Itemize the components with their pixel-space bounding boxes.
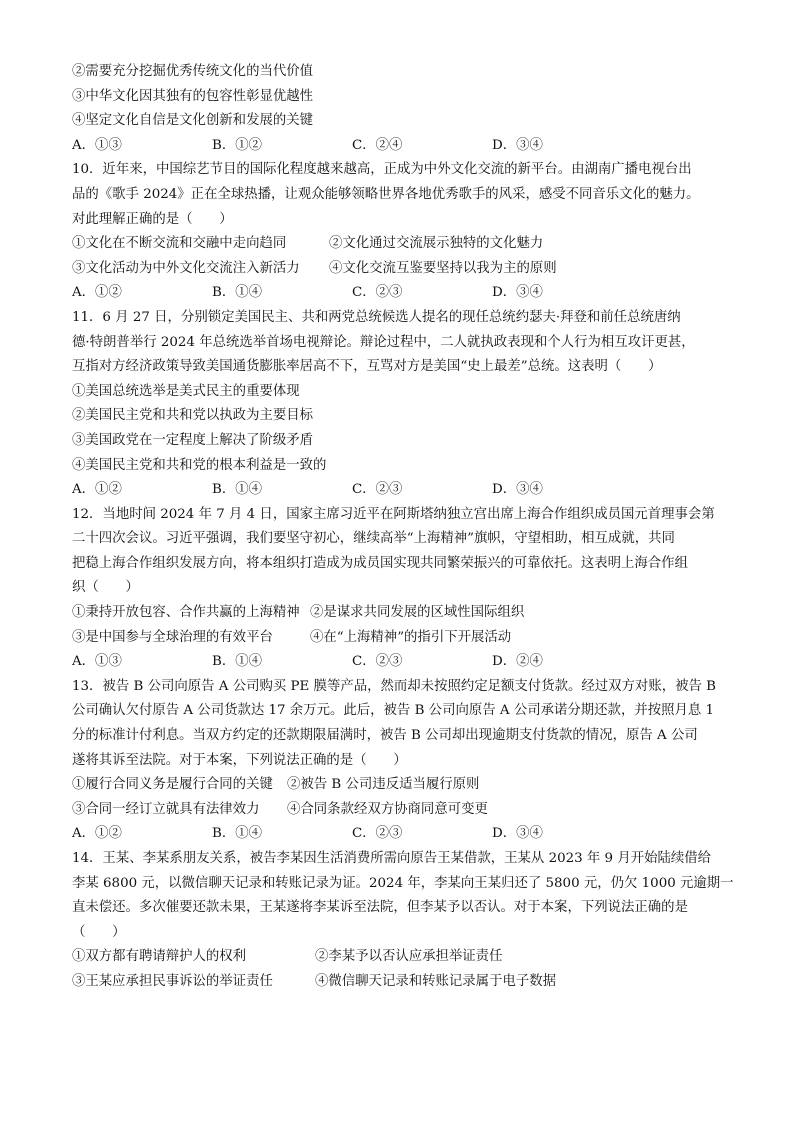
choice-b: B．①② [212, 137, 263, 153]
question-stem-line: 14．王某、李某系朋友关系，被告李某因生活消费所需向原告王某借款，王某从 2023 年 9 月开始陆续借给 [72, 851, 712, 866]
option-pair [72, 232, 732, 257]
choice-d: D．②④ [492, 654, 543, 670]
option-item: ②李某予以否认应承担举证责任 [315, 949, 503, 965]
question-stem-line: 直未偿还。多次催要还款未果，王某遂将李某诉至法院，但李某予以否认。对于本案，下列说法正确的是 [72, 900, 688, 916]
choice-a: A．①③ [72, 137, 122, 153]
option-item: ②被告 B 公司违反适当履行原则 [287, 777, 480, 793]
option-item: ③王某应承担民事诉讼的举证责任 [72, 973, 273, 989]
option-item: ③文化活动为中外文化交流注入新活力 [72, 260, 300, 276]
option-pair [72, 945, 732, 970]
question-stem-line: 李某 6800 元，以微信聊天记录和转账记录为证。2024 年，李某向王某归还了 5800 元，仍欠 1000 元逾期一 [72, 875, 734, 891]
option-pair [72, 970, 732, 995]
answer-choices [72, 281, 732, 306]
choice-a: A．①② [72, 482, 122, 498]
question-stem-line: 10．近年来，中国综艺节目的国际化程度越来越高，正成为中外文化交流的新平台。由湖南广播电视台出 [72, 162, 692, 178]
answer-choices [72, 822, 732, 847]
question-stem-line: 公司确认欠付原告 A 公司货款达 17 余万元。此后，被告 B 公司向原告 A 公司承诺分期还款，并按照月息 1 [72, 703, 715, 719]
answer-choices [72, 134, 732, 159]
choice-c: C．②③ [352, 654, 403, 670]
choice-d: D．③④ [492, 826, 543, 842]
choice-b: B．①④ [212, 826, 263, 842]
question-stem-line: 遂将其诉至法院。对于本案，下列说法正确的是（ ） [72, 752, 407, 768]
question-stem-line: 把稳上海合作组织发展方向，将本组织打造成为成员国实现共同繁荣振兴的可靠依托。这表明上海合作组 [72, 555, 688, 571]
question-stem-line: 二十四次会议。习近平强调，我们要坚守初心，继续高举“上海精神”旗帜，守望相助，相互成就，共同 [72, 531, 675, 547]
question-stem-line: 品的《歌手 2024》正在全球热播，让观众能够领略世界各地优秀歌手的风采，感受不同音乐文化的魅力。 [72, 186, 700, 202]
question-stem-line: 对此理解正确的是（ ） [72, 211, 233, 227]
choice-c: C．②③ [352, 482, 403, 498]
option-item: ④在“上海精神”的指引下开展活动 [310, 629, 512, 645]
option-item: ①履行合同义务是履行合同的关键 [72, 777, 273, 793]
choice-d: D．③④ [492, 285, 543, 301]
question-stem-line: 12．当地时间 2024 年 7 月 4 日，国家主席习近平在阿斯塔纳独立宫出席上海合作组织成员国元首理事会第 [72, 506, 715, 522]
question-stem-line: （ ） [72, 924, 126, 940]
question-stem-line: 互指对方经济政策导致美国通货膨胀率居高不下，互骂对方是美国“史上最差”总统。这表明（ ） [72, 359, 662, 375]
question-10 [72, 158, 732, 306]
option-item: ④合同条款经双方协商同意可变更 [287, 801, 488, 817]
choice-d: D．③④ [492, 482, 543, 498]
option-item: ③美国政党在一定程度上解决了阶级矛盾 [72, 432, 314, 448]
option-item: ④微信聊天记录和转账记录属于电子数据 [315, 973, 557, 989]
choice-b: B．①④ [212, 482, 263, 498]
choice-b: B．①④ [212, 654, 263, 670]
question-12 [72, 503, 732, 675]
question-stem-line: 分的标准计付利息。当双方约定的还款期限届满时，被告 B 公司却出现逾期支付货款的情况，原告 A 公司 [72, 728, 698, 744]
option-pair [72, 773, 732, 798]
option-pair [72, 798, 732, 823]
answer-choices [72, 478, 732, 503]
option-pair [72, 601, 732, 626]
option-pair [72, 257, 732, 282]
choice-b: B．①④ [212, 285, 263, 301]
question-11 [72, 306, 732, 503]
question-9-tail [72, 60, 732, 158]
option-item: ①美国总统选举是美式民主的重要体现 [72, 383, 300, 399]
option-item: ②文化通过交流展示独特的文化魅力 [329, 236, 544, 252]
option-item: ③中华文化因其独有的包容性彰显优越性 [72, 88, 314, 104]
option-item: ②是谋求共同发展的区域性国际组织 [310, 605, 525, 621]
option-item: ④美国民主党和共和党的根本利益是一致的 [72, 457, 327, 473]
question-stem-line: 11．6 月 27 日，分别锁定美国民主、共和两党总统候选人提名的现任总统约瑟夫·拜登和前任总统唐纳 [72, 309, 681, 325]
question-stem-line: 13．被告 B 公司向原告 A 公司购买 PE 膜等产品，然而却未按照约定足额支付货款。经过双方对账，被告 B [72, 678, 716, 694]
question-14 [72, 847, 732, 995]
choice-c: C．②④ [352, 137, 403, 153]
option-item: ③合同一经订立就具有法律效力 [72, 801, 260, 817]
choice-c: C．②③ [352, 826, 403, 842]
option-item: ①秉持开放包容、合作共赢的上海精神 [72, 605, 300, 621]
option-item: ③是中国参与全球治理的有效平台 [72, 629, 273, 645]
choice-d: D．③④ [492, 137, 543, 153]
option-item: ④坚定文化自信是文化创新和发展的关键 [72, 113, 314, 129]
answer-choices [72, 650, 732, 675]
option-item: ④文化交流互鉴要坚持以我为主的原则 [329, 260, 557, 276]
exam-page [72, 60, 732, 995]
question-stem-line: 德·特朗普举行 2024 年总统选举首场电视辩论。辩论过程中，二人就执政表现和个人行为相互攻讦更甚， [72, 334, 695, 350]
choice-a: A．①② [72, 826, 122, 842]
option-item: ②美国民主党和共和党以执政为主要目标 [72, 408, 314, 424]
option-pair [72, 626, 732, 651]
option-item: ①双方都有聘请辩护人的权利 [72, 949, 247, 965]
question-13 [72, 675, 732, 847]
choice-a: A．①③ [72, 654, 122, 670]
option-item: ①文化在不断交流和交融中走向趋同 [72, 236, 287, 252]
choice-a: A．①② [72, 285, 122, 301]
question-stem-line: 织（ ） [72, 580, 139, 596]
option-item: ②需要充分挖掘优秀传统文化的当代价值 [72, 64, 314, 79]
choice-c: C．②③ [352, 285, 403, 301]
